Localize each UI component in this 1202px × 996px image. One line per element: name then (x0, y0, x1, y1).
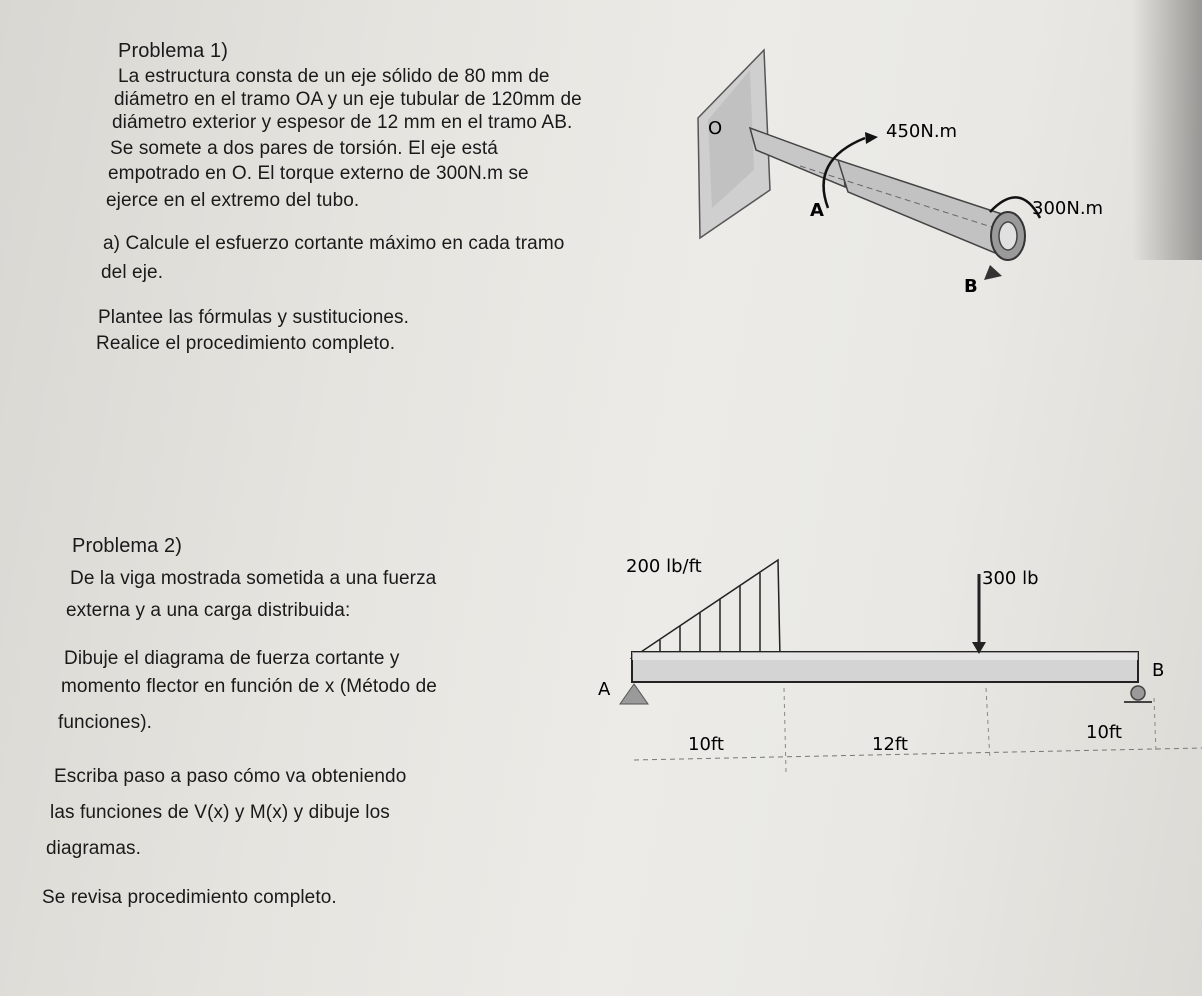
problem1-question: del eje. (101, 262, 164, 283)
problem1-line: La estructura consta de un eje sólido de 80 mm de (118, 66, 550, 87)
torque-arrow-b (984, 265, 1002, 280)
problem1-line: diámetro en el tramo OA y un eje tubular de 120mm de (114, 89, 582, 110)
label-span-3: 10ft (1086, 722, 1122, 743)
beam-figure (590, 548, 1202, 778)
torque-arrow-a (865, 132, 878, 144)
span-divider (986, 688, 990, 760)
problem2-task: funciones). (58, 712, 153, 733)
label-support-a: A (598, 679, 611, 700)
shaft-figure (690, 40, 1140, 310)
problem1-line: diámetro exterior y espesor de 12 mm en el tramo AB. (112, 112, 573, 133)
problem1-question: a) Calcule el esfuerzo cortante máximo en cada tramo (103, 233, 565, 254)
problem2-review: Se revisa procedimiento completo. (42, 887, 337, 908)
label-span-2: 12ft (872, 734, 908, 755)
problem1-instruction: Plantee las fórmulas y sustituciones. (98, 307, 410, 328)
problem2-task: momento flector en función de x (Método de (61, 676, 437, 697)
roller-support-b (1131, 686, 1145, 700)
span-divider (1154, 698, 1156, 752)
label-torque-b: 300N.m (1032, 198, 1104, 219)
label-a: A (810, 200, 824, 221)
distributed-load-arrows (660, 573, 760, 656)
problem2-steps: diagramas. (46, 838, 141, 859)
problem1-line: empotrado en O. El torque externo de 300N.m se (108, 163, 529, 184)
problem2-intro: De la viga mostrada sometida a una fuerza (70, 568, 437, 589)
label-span-1: 10ft (688, 734, 724, 755)
page-edge-shadow (1132, 0, 1202, 260)
problem2-title: Problema 2) (72, 535, 183, 557)
problem2-intro: externa y a una carga distribuida: (66, 600, 351, 621)
problem2-task: Dibuje el diagrama de fuerza cortante y (64, 648, 400, 669)
label-support-b: B (1152, 660, 1165, 681)
label-b: B (964, 276, 978, 297)
tube-shaft-ab (838, 160, 1008, 255)
span-divider (784, 688, 786, 772)
label-distributed-load: 200 lb/ft (626, 556, 702, 577)
label-point-load: 300 lb (982, 568, 1039, 589)
pin-support-a (620, 684, 648, 704)
beam-highlight (632, 652, 1138, 660)
problem1-line: ejerce en el extremo del tubo. (106, 190, 360, 211)
problem1-title: Problema 1) (118, 40, 229, 62)
tube-bore (999, 222, 1017, 250)
problem1-line: Se somete a dos pares de torsión. El eje está (110, 138, 498, 159)
problem2-steps: las funciones de V(x) y M(x) y dibuje los (50, 802, 390, 823)
problem1-instruction: Realice el procedimiento completo. (96, 333, 396, 354)
problem2-steps: Escriba paso a paso cómo va obteniendo (54, 766, 407, 787)
label-o: O (708, 118, 723, 139)
label-torque-a: 450N.m (886, 121, 958, 142)
